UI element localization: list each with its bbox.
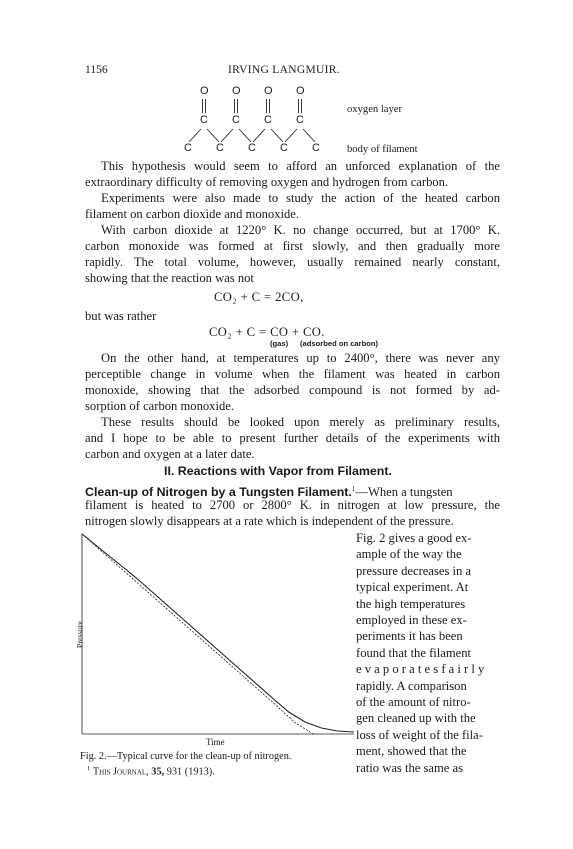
paragraph-line: filament on carbon dioxide and monoxide. xyxy=(85,207,300,221)
footnote-rest: 931 (1913). xyxy=(166,766,215,778)
page-number: 1156 xyxy=(85,64,108,76)
section-heading: II. Reactions with Vapor from Filament. xyxy=(164,464,392,478)
running-title: IRVING LANGMUIR. xyxy=(228,64,340,76)
atom-C: C xyxy=(200,114,208,126)
paragraph-line: of the amount of nitro- xyxy=(356,695,471,710)
pressure-time-chart xyxy=(80,528,356,748)
paragraph-line: perceptible change in volume when the filament was heated in carbon xyxy=(85,367,500,381)
paragraph-line: typical experiment. At xyxy=(356,580,469,595)
atom-C: C xyxy=(312,142,320,154)
series-line-0 xyxy=(82,534,354,732)
paragraph-line: loss of weight of the fila- xyxy=(356,727,483,742)
oxygen-layer-label: oxygen layer xyxy=(347,104,403,115)
paragraph-line: ample of the way the xyxy=(356,547,462,562)
structure-diagram xyxy=(0,0,573,160)
equation-2-gas-label: (gas) xyxy=(270,339,289,348)
paragraph-line: e v a p o r a t e s f a i r l y xyxy=(356,662,485,677)
paragraph-line: Fig. 2 gives a good ex- xyxy=(356,531,472,545)
atom-C: C xyxy=(216,142,224,154)
figure-caption: Fig. 2.—Typical curve for the clean-up of nitrogen. xyxy=(80,751,292,762)
paragraph-line: showing that the reaction was not xyxy=(85,271,254,285)
atom-C: C xyxy=(248,142,256,154)
footnote-journal: This Journal, xyxy=(92,766,149,778)
subsection-title: Clean-up of Nitrogen by a Tungsten Filament. xyxy=(85,485,352,500)
paragraph-line: ratio was the same as xyxy=(356,760,464,775)
paragraph-line: These results should be looked upon merely as preliminary results, xyxy=(101,415,500,429)
paragraph-line: filament is heated to 2700 or 2800° K. in nitrogen at low pressure, the xyxy=(85,498,500,512)
footnote xyxy=(87,765,215,777)
atom-C: C xyxy=(280,142,288,154)
paragraph-line: rapidly. The total volume, however, usually remained nearly constant, xyxy=(85,255,500,269)
paragraph-line: the high temperatures xyxy=(356,596,466,611)
x-axis-label: Time xyxy=(206,737,225,747)
equation-2-adsorbed-label: (adsorbed on carbon) xyxy=(300,339,379,348)
atom-C: C xyxy=(184,142,192,154)
paragraph-line: monoxide, showing that the adsorbed compound is not formed by ad- xyxy=(85,383,500,397)
paragraph-line: pressure decreases in a xyxy=(356,563,472,578)
y-axis-label: Pressure xyxy=(75,620,85,649)
footnote-ref: 1 xyxy=(351,485,356,493)
atom-C: C xyxy=(296,114,304,126)
paragraph-line: but was rather xyxy=(85,309,157,323)
series-line-1 xyxy=(82,534,313,734)
equation-2: CO₂ + C = CO + CO. xyxy=(209,325,325,339)
paragraph-line: found that the filament xyxy=(356,645,472,660)
atom-C: C xyxy=(264,114,272,126)
footnote-volume: 35, xyxy=(151,766,165,778)
paragraph-line: Experiments were also made to study the action of the heated carbon xyxy=(101,191,500,205)
right-column xyxy=(356,530,501,776)
atom-C: C xyxy=(232,114,240,126)
paragraph-line: On the other hand, at temperatures up to 2400°, there was never any xyxy=(101,351,500,365)
body-of-filament-label: body of filament xyxy=(347,144,418,155)
paragraph-line: periments it has been xyxy=(356,629,463,644)
paragraph-line: This hypothesis would seem to afford an unforced explanation of the xyxy=(101,159,500,173)
paragraph-line: sorption of carbon monoxide. xyxy=(85,399,234,413)
subsection-title-rest: —When a tungsten xyxy=(355,485,453,500)
atom-O: O xyxy=(232,85,241,97)
paragraph-line: carbon and oxygen at a later date. xyxy=(85,447,255,461)
paragraph-line: carbon monoxide was formed at first slowly, and then gradually more xyxy=(85,239,500,253)
paragraph-line: and I hope to be able to present further details of the experiments with xyxy=(85,431,500,445)
paragraph-line: rapidly. A comparison xyxy=(356,678,467,693)
atom-O: O xyxy=(200,85,209,97)
paragraph-line: nitrogen slowly disappears at a rate which is independent of the pressure. xyxy=(85,514,454,528)
paragraph-line: employed in these ex- xyxy=(356,613,467,628)
atom-O: O xyxy=(296,85,305,97)
double-bonds xyxy=(0,0,573,160)
paragraph-line: extraordinary difficulty of removing oxygen and hydrogen from carbon. xyxy=(85,175,449,189)
paragraph-line: With carbon dioxide at 1220° K. no change occurred, but at 1700° K. xyxy=(101,223,500,237)
atom-O: O xyxy=(264,85,273,97)
equation-1: CO₂ + C = 2CO, xyxy=(214,290,304,304)
paragraph-line: ment, showed that the xyxy=(356,744,467,759)
paragraph-line: gen cleaned up with the xyxy=(356,711,476,726)
footnote-mark: 1 xyxy=(87,765,91,772)
